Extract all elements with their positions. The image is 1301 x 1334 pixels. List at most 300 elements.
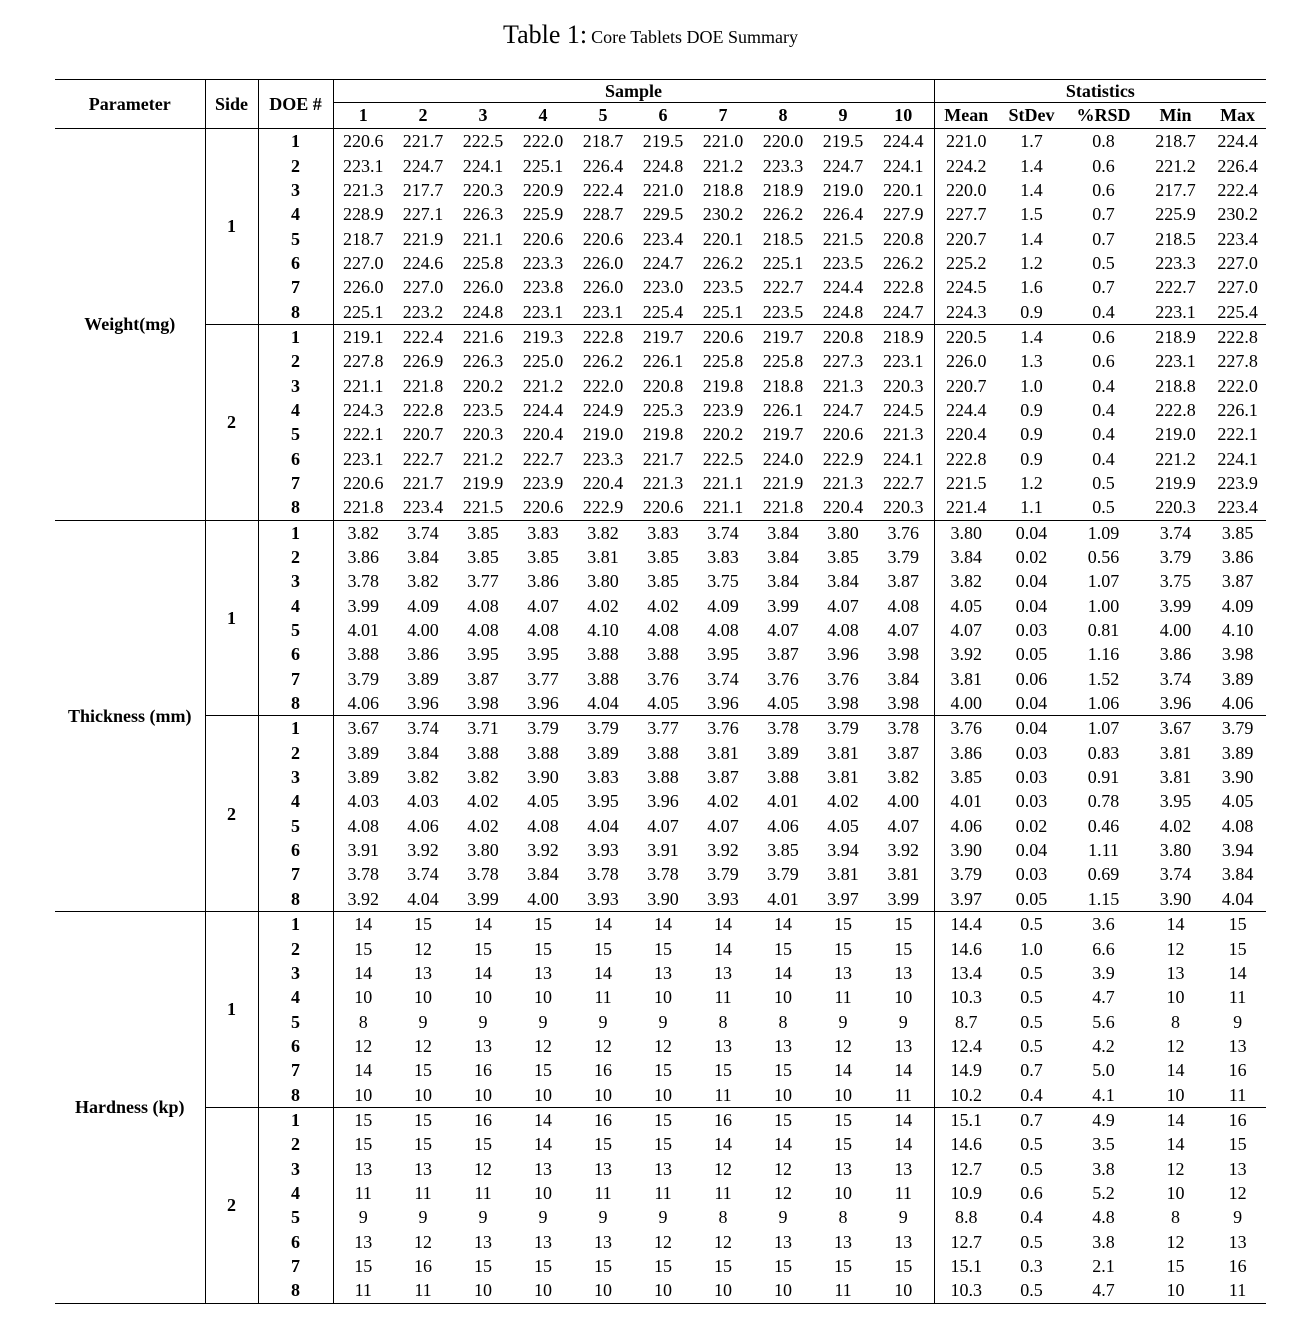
doe-cell: 8 [258, 887, 333, 912]
sample-cell: 224.7 [642, 252, 684, 273]
stat-cell: 0.69 [1087, 864, 1120, 885]
sample-cell: 11 [354, 1182, 372, 1203]
stat-cell: 4.00 [1159, 620, 1192, 641]
sample-cell: 4.02 [467, 815, 499, 836]
sample-cell: 3.92 [347, 888, 379, 909]
sample-cell: 9 [418, 1011, 428, 1032]
stat-cell: 0.04 [1015, 595, 1048, 616]
sample-cell: 221.3 [642, 472, 684, 493]
sample-cell: 3.81 [827, 864, 859, 885]
sample-cell: 3.96 [647, 791, 679, 812]
sample-cell: 3.71 [453, 716, 513, 741]
side-cell: 1 [205, 129, 258, 325]
sample-cell: 13 [594, 1231, 612, 1252]
sample-cell: 3.88 [587, 668, 619, 689]
stat-cell: 8.8 [955, 1207, 978, 1228]
stat-cell: 1.0 [1020, 375, 1043, 396]
stat-cell: 10.3 [950, 1280, 983, 1301]
stat-cell: 3.81 [1159, 767, 1192, 788]
sample-cell: 3.79 [573, 716, 633, 741]
header-doe: DOE # [258, 80, 333, 129]
sample-cell: 3.79 [347, 668, 379, 689]
stat-cell: 226.4 [1217, 155, 1258, 176]
sample-cell: 15 [834, 1255, 852, 1276]
stat-cell: 3.85 [1209, 520, 1266, 545]
stat-cell: 3.86 [950, 742, 983, 763]
sample-cell: 224.1 [873, 153, 934, 177]
sample-cell: 220.8 [813, 324, 873, 349]
stat-cell: 0.5 [1092, 472, 1115, 493]
sample-cell: 15 [813, 912, 873, 937]
sample-cell: 223.8 [522, 277, 564, 298]
sample-cell: 220.0 [753, 129, 813, 154]
sample-cell: 4.07 [827, 595, 859, 616]
sample-cell: 3.87 [707, 767, 739, 788]
doe-cell: 4 [258, 789, 333, 813]
doe-cell: 6 [258, 838, 333, 862]
sample-cell: 10 [534, 1280, 552, 1301]
sample-cell: 224.6 [402, 252, 444, 273]
sample-cell: 3.81 [587, 547, 619, 568]
sample-cell: 224.1 [873, 446, 934, 470]
sample-cell: 3.82 [407, 767, 439, 788]
sample-cell: 15 [873, 936, 934, 960]
stat-cell: 12 [1228, 1182, 1247, 1203]
stat-cell: 0.6 [1065, 324, 1142, 349]
stat-cell: 5.0 [1092, 1060, 1115, 1081]
doe-cell: 3 [258, 178, 333, 202]
sample-cell: 11 [714, 1182, 732, 1203]
stat-cell: 13 [1228, 1231, 1247, 1252]
sample-cell: 219.0 [582, 424, 624, 445]
sample-cell: 12 [414, 938, 432, 959]
stat-cell: 3.74 [1159, 668, 1192, 689]
stat-cell: 0.5 [1020, 987, 1043, 1008]
side-cell: 2 [205, 1107, 258, 1303]
sample-cell: 12 [654, 1035, 672, 1056]
stat-cell: 10 [1166, 1182, 1185, 1203]
stat-cell: 3.8 [1092, 1158, 1115, 1179]
sample-cell: 3.85 [647, 547, 679, 568]
sample-cell: 14 [834, 1060, 852, 1081]
sample-cell: 4.07 [873, 814, 934, 838]
table-body [55, 129, 1266, 1304]
stat-cell: 8 [1171, 1207, 1181, 1228]
doe-cell: 6 [258, 446, 333, 470]
stat-cell: 3.84 [1221, 864, 1254, 885]
stat-cell: 225.4 [1217, 301, 1258, 322]
doe-cell: 8 [258, 299, 333, 324]
stat-cell: 0.6 [1092, 179, 1115, 200]
doe-cell: 2 [258, 349, 333, 373]
doe-cell: 7 [258, 471, 333, 495]
sample-cell: 3.93 [587, 840, 619, 861]
sample-cell: 15 [513, 912, 573, 937]
sample-cell: 3.87 [873, 741, 934, 765]
sample-cell: 13 [654, 962, 672, 983]
doe-cell: 7 [258, 862, 333, 886]
stat-cell: 3.94 [1221, 840, 1254, 861]
sample-cell: 220.1 [702, 228, 744, 249]
table-row [55, 1107, 1266, 1132]
sample-cell: 225.1 [343, 301, 384, 322]
sample-cell: 11 [354, 1280, 372, 1301]
sample-cell: 12 [414, 1035, 432, 1056]
sample-cell: 13 [834, 962, 852, 983]
stat-cell: 0.91 [1087, 767, 1120, 788]
stat-cell: 1.09 [1065, 520, 1142, 545]
sample-cell: 11 [714, 987, 732, 1008]
sample-cell: 221.5 [462, 497, 504, 518]
sample-cell: 226.3 [462, 351, 504, 372]
sample-cell: 14 [774, 962, 792, 983]
stat-cell: 0.04 [1015, 840, 1048, 861]
sample-cell: 15 [474, 1134, 492, 1155]
header-statistics-group: Statistics [934, 80, 1266, 103]
sample-cell: 226.1 [762, 399, 804, 420]
sample-cell: 222.7 [873, 471, 934, 495]
sample-cell: 10 [834, 1084, 852, 1105]
sample-cell: 3.82 [573, 520, 633, 545]
sample-cell: 15 [354, 1255, 373, 1276]
sample-cell: 3.88 [467, 742, 499, 763]
sample-cell: 3.95 [587, 791, 619, 812]
sample-cell: 220.3 [873, 373, 934, 397]
stat-cell: 3.80 [1159, 840, 1192, 861]
stat-cell: 222.4 [1217, 179, 1258, 200]
sample-cell: 3.76 [647, 668, 679, 689]
stat-cell: 1.2 [1020, 252, 1043, 273]
stat-cell: 15.1 [934, 1107, 998, 1132]
sample-cell: 220.6 [822, 424, 864, 445]
stat-cell: 220.4 [946, 424, 987, 445]
sample-cell: 11 [873, 1181, 934, 1205]
stat-cell: 9 [1233, 1011, 1243, 1032]
sample-cell: 13 [354, 1231, 373, 1252]
stat-cell: 0.5 [1020, 962, 1043, 983]
sample-cell: 15 [354, 1134, 373, 1155]
sample-cell: 220.6 [582, 228, 624, 249]
stat-cell: 4.7 [1092, 1280, 1115, 1301]
sample-cell: 224.8 [822, 301, 864, 322]
sample-cell: 219.1 [333, 324, 393, 349]
sample-cell: 219.5 [633, 129, 693, 154]
header-sample-group: Sample [333, 80, 934, 103]
sample-cell: 13 [834, 1158, 852, 1179]
stat-cell: 0.03 [1015, 767, 1048, 788]
sample-cell: 4.03 [407, 791, 439, 812]
table-title-text: Core Tablets DOE Summary [591, 27, 798, 47]
sample-cell: 10 [414, 1084, 432, 1105]
sample-cell: 3.75 [707, 571, 739, 592]
stat-cell: 4.06 [1221, 693, 1254, 714]
stat-cell: 11 [1228, 987, 1247, 1008]
sample-cell: 220.3 [462, 424, 504, 445]
sample-cell: 13 [534, 962, 552, 983]
sample-cell: 226.0 [462, 277, 504, 298]
stat-cell: 0.6 [1092, 351, 1115, 372]
stat-cell: 0.04 [1015, 693, 1048, 714]
stat-cell: 0.03 [1015, 620, 1048, 641]
sample-cell: 9 [418, 1207, 428, 1228]
sample-cell: 4.02 [707, 791, 739, 812]
sample-cell: 4.08 [827, 620, 859, 641]
header-stat-mean: Mean [934, 103, 998, 129]
sample-cell: 224.7 [822, 155, 864, 176]
sample-cell: 220.4 [822, 497, 864, 518]
sample-cell: 222.0 [513, 129, 573, 154]
sample-cell: 3.86 [407, 644, 439, 665]
stat-cell: 3.6 [1065, 912, 1142, 937]
sample-cell: 13 [873, 1156, 934, 1180]
stat-cell: 220.7 [946, 375, 987, 396]
stat-cell: 0.9 [1020, 301, 1043, 322]
sample-cell: 221.7 [642, 448, 684, 469]
sample-cell: 9 [838, 1011, 848, 1032]
stat-cell: 0.5 [1092, 252, 1115, 273]
stat-cell: 3.99 [1159, 595, 1192, 616]
stat-cell: 0.9 [1020, 424, 1043, 445]
sample-cell: 221.8 [402, 375, 444, 396]
sample-cell: 222.5 [453, 129, 513, 154]
sample-cell: 3.87 [467, 668, 499, 689]
sample-cell: 3.98 [873, 691, 934, 716]
header-stat-min: Min [1142, 103, 1209, 129]
sample-cell: 3.96 [827, 644, 859, 665]
stat-cell: 14 [1142, 1107, 1209, 1132]
stat-cell: 12.7 [950, 1158, 983, 1179]
sample-cell: 221.6 [453, 324, 513, 349]
sample-cell: 13 [873, 961, 934, 985]
sample-cell: 9 [478, 1011, 488, 1032]
sample-cell: 224.8 [462, 301, 504, 322]
sample-cell: 11 [834, 987, 852, 1008]
sample-cell: 221.1 [462, 228, 504, 249]
sample-cell: 220.3 [873, 495, 934, 520]
sample-cell: 4.04 [587, 815, 619, 836]
sample-cell: 3.87 [767, 644, 799, 665]
stat-cell: 0.5 [1020, 1280, 1043, 1301]
sample-cell: 10 [774, 1280, 792, 1301]
sample-cell: 15 [534, 938, 552, 959]
sample-cell: 4.07 [767, 620, 799, 641]
sample-cell: 224.3 [343, 399, 384, 420]
stat-cell: 12 [1166, 1231, 1185, 1252]
stat-cell: 10.9 [950, 1182, 983, 1203]
stat-cell: 14 [1142, 912, 1209, 937]
sample-cell: 3.80 [467, 840, 499, 861]
sample-cell: 230.2 [702, 204, 744, 225]
sample-cell: 15 [333, 1107, 393, 1132]
stat-cell: 0.03 [1015, 864, 1048, 885]
stat-cell: 11 [1228, 1280, 1247, 1301]
sample-cell: 222.7 [762, 277, 804, 298]
sample-cell: 225.8 [462, 252, 504, 273]
stat-cell: 0.3 [1020, 1255, 1043, 1276]
stat-cell: 223.9 [1217, 472, 1258, 493]
doe-cell: 4 [258, 985, 333, 1009]
sample-cell: 3.79 [767, 864, 799, 885]
sample-cell: 3.83 [633, 520, 693, 545]
sample-cell: 3.98 [467, 693, 499, 714]
sample-cell: 226.2 [702, 252, 744, 273]
sample-cell: 223.5 [762, 301, 804, 322]
stat-cell: 0.7 [998, 1107, 1065, 1132]
sample-cell: 225.0 [522, 351, 564, 372]
stat-cell: 3.90 [1159, 888, 1192, 909]
stat-cell: 220.5 [934, 324, 998, 349]
sample-cell: 12 [594, 1035, 612, 1056]
sample-cell: 14 [573, 912, 633, 937]
sample-cell: 13 [414, 962, 432, 983]
sample-cell: 224.7 [402, 155, 444, 176]
table-row [55, 129, 1266, 154]
sample-cell: 14 [693, 912, 753, 937]
sample-cell: 225.3 [642, 399, 684, 420]
sample-cell: 16 [693, 1107, 753, 1132]
stat-cell: 0.56 [1087, 547, 1120, 568]
sample-cell: 3.99 [347, 595, 379, 616]
stat-cell: 0.8 [1065, 129, 1142, 154]
sample-cell: 220.9 [522, 179, 564, 200]
stat-cell: 14.6 [950, 938, 983, 959]
sample-cell: 221.3 [822, 472, 864, 493]
header-stat-stdev: StDev [998, 103, 1065, 129]
stat-cell: 0.83 [1087, 742, 1120, 763]
sample-cell: 3.85 [467, 547, 499, 568]
table-row [55, 324, 1266, 349]
sample-cell: 8 [778, 1011, 788, 1032]
sample-cell: 224.8 [642, 155, 684, 176]
doe-cell: 6 [258, 1229, 333, 1253]
stat-cell: 0.78 [1087, 791, 1120, 812]
sample-cell: 3.88 [647, 742, 679, 763]
sample-cell: 4.06 [767, 815, 799, 836]
stat-cell: 0.06 [1015, 668, 1048, 689]
header-stat-max: Max [1209, 103, 1266, 129]
sample-cell: 4.08 [347, 815, 379, 836]
sample-cell: 3.78 [753, 716, 813, 741]
header-sample-3: 3 [453, 103, 513, 129]
sample-cell: 14 [513, 1107, 573, 1132]
sample-cell: 3.89 [347, 767, 379, 788]
side-cell: 1 [205, 520, 258, 716]
sample-cell: 12 [774, 1182, 792, 1203]
sample-cell: 3.97 [827, 888, 859, 909]
stat-cell: 225.9 [1155, 204, 1196, 225]
stat-cell: 3.74 [1142, 520, 1209, 545]
sample-cell: 3.79 [513, 716, 573, 741]
sample-cell: 3.78 [647, 864, 679, 885]
sample-cell: 11 [474, 1182, 492, 1203]
doe-cell: 2 [258, 741, 333, 765]
sample-cell: 3.85 [827, 547, 859, 568]
table-row [55, 912, 1266, 937]
stat-cell: 221.4 [946, 497, 987, 518]
sample-cell: 4.05 [767, 693, 799, 714]
sample-cell: 4.06 [347, 693, 379, 714]
stat-cell: 222.8 [946, 448, 987, 469]
sample-cell: 11 [654, 1182, 672, 1203]
sample-cell: 3.76 [873, 520, 934, 545]
sample-cell: 3.81 [827, 742, 859, 763]
stat-cell: 0.7 [1092, 277, 1115, 298]
sample-cell: 3.85 [767, 840, 799, 861]
sample-cell: 223.9 [522, 472, 564, 493]
sample-cell: 4.08 [527, 815, 559, 836]
stat-cell: 3.79 [950, 864, 983, 885]
header-sample-1: 1 [333, 103, 393, 129]
sample-cell: 4.10 [587, 620, 619, 641]
sample-cell: 14 [474, 962, 492, 983]
stat-cell: 0.4 [1092, 448, 1115, 469]
sample-cell: 220.6 [522, 228, 564, 249]
stat-cell: 0.5 [1020, 1158, 1043, 1179]
sample-cell: 4.02 [827, 791, 859, 812]
sample-cell: 226.0 [582, 252, 624, 273]
sample-cell: 220.4 [522, 424, 564, 445]
sample-cell: 11 [834, 1280, 852, 1301]
sample-cell: 9 [778, 1207, 788, 1228]
stat-cell: 1.1 [1020, 497, 1043, 518]
sample-cell: 4.09 [407, 595, 439, 616]
sample-cell: 224.4 [522, 399, 564, 420]
sample-cell: 222.0 [582, 375, 624, 396]
parameter-cell: Thickness (mm) [55, 520, 205, 912]
sample-cell: 4.00 [527, 888, 559, 909]
sample-cell: 3.89 [347, 742, 379, 763]
stat-cell: 222.8 [1209, 324, 1266, 349]
sample-cell: 11 [594, 987, 612, 1008]
sample-cell: 3.84 [527, 864, 559, 885]
sample-cell: 220.4 [582, 472, 624, 493]
doe-cell: 7 [258, 667, 333, 691]
stat-cell: 4.7 [1092, 987, 1115, 1008]
sample-cell: 222.5 [702, 448, 744, 469]
stat-cell: 0.5 [1020, 1035, 1043, 1056]
sample-cell: 224.1 [462, 155, 504, 176]
stat-cell: 3.89 [1221, 742, 1254, 763]
sample-cell: 3.78 [873, 716, 934, 741]
sample-cell: 9 [873, 1009, 934, 1033]
sample-cell: 4.02 [587, 595, 619, 616]
doe-cell: 1 [258, 324, 333, 349]
sample-cell: 15 [714, 1255, 732, 1276]
stat-cell: 219.0 [1155, 424, 1196, 445]
table-header [55, 80, 1266, 129]
sample-cell: 3.86 [527, 571, 559, 592]
sample-cell: 13 [873, 1229, 934, 1253]
sample-cell: 221.2 [522, 375, 564, 396]
sample-cell: 228.7 [582, 204, 624, 225]
doe-cell: 2 [258, 545, 333, 569]
sample-cell: 3.84 [753, 520, 813, 545]
sample-cell: 14 [453, 912, 513, 937]
sample-cell: 223.1 [343, 448, 384, 469]
sample-cell: 10 [873, 1278, 934, 1303]
stat-cell: 0.5 [1020, 1231, 1043, 1252]
sample-cell: 4.01 [767, 888, 799, 909]
sample-cell: 15 [714, 1060, 732, 1081]
sample-cell: 3.83 [513, 520, 573, 545]
stat-cell: 10.2 [950, 1084, 983, 1105]
sample-cell: 10 [594, 1084, 612, 1105]
stat-cell: 224.1 [1217, 448, 1258, 469]
sample-cell: 11 [594, 1182, 612, 1203]
sample-cell: 3.88 [347, 644, 379, 665]
sample-cell: 3.84 [827, 571, 859, 592]
sample-cell: 223.4 [642, 228, 684, 249]
